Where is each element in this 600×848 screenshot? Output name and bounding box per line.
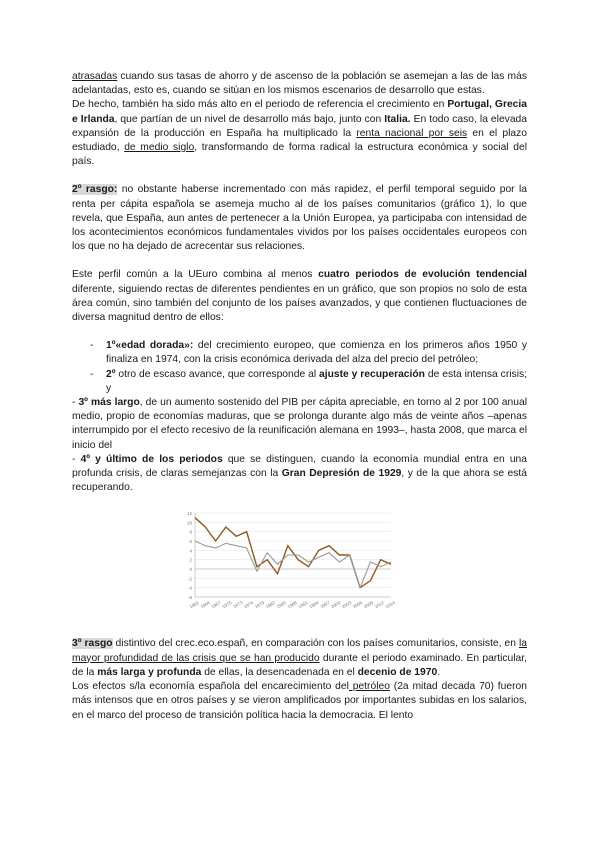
underlined-profundidad: la mayor profundidad de las crisis que se han producido <box>72 638 528 664</box>
gdp-growth-chart <box>179 503 401 615</box>
x-tick-label: 1997 <box>319 600 331 610</box>
chart-canvas <box>179 503 401 615</box>
underlined-petroleo: petróleo <box>348 681 390 693</box>
y-tick-label: 8 <box>189 530 192 536</box>
x-tick-label: 1967 <box>210 600 222 610</box>
series-line-ue <box>195 541 391 588</box>
y-tick-label: 0 <box>189 567 192 573</box>
y-tick-label: -6 <box>187 595 192 601</box>
x-tick-label: 1973 <box>232 600 244 610</box>
bold-italia: Italia. <box>384 113 411 125</box>
series-line-españa <box>195 518 391 588</box>
paragraph-rasgo-2: 2º rasgo: no obstante haberse incrementado con más rapidez, el perfil temporal seguido por la renta per cápita española se asemeja mucho al de los países comunitarios (gráfico 1), lo que revela, que España, aun antes de pertenecer a la Unión Europea, ya participaba con intensidad de los acontecimientos económicos fundamentales vividos por los países occidentales europeos con los que no ha dejado de acrecentar sus relaciones. <box>72 184 528 253</box>
x-tick-label: 1961 <box>188 600 200 610</box>
x-tick-label: 1985 <box>275 600 287 610</box>
paragraph-rasgo-3: 3º rasgo distintivo del crec.eco.españ, en comparación con los países comunitarios, consiste, en la mayor profundidad de las crisis que se han producido durante el periodo examinado. En particular, de la más larga y profunda de ellas, la desencadenada en el decenio de 1970. <box>72 638 528 678</box>
x-tick-label: 2003 <box>341 600 353 610</box>
y-tick-label: 2 <box>189 558 192 564</box>
x-tick-label: 1979 <box>253 600 266 610</box>
bold-periodos: cuatro periodos de evolución tendencial <box>318 269 527 281</box>
x-tick-label: 1991 <box>297 600 309 610</box>
paragraph-petroleo: Los efectos s/la economía española del encarecimiento del petróleo (2a mitad decada 70) fueron más intensos que en otros países y se vieron amplificados por importantes subidas en los salarios, en el marco del proceso de transición política hacia la democracia. El lento <box>72 681 527 721</box>
x-tick-label: 1976 <box>243 600 255 610</box>
y-tick-label: 10 <box>186 520 192 526</box>
y-tick-label: 6 <box>189 539 192 545</box>
paragraph-period-4: - 4º y último de los periodos que se distinguen, cuando la economía mundial entra en una profunda crisis, de claras semejanzas con la Gran Depresión de 1929, y de la que ahora se está recuperando. <box>72 453 527 494</box>
period-list <box>72 339 527 396</box>
paragraph-period-3: - 3º más largo, de un aumento sostenido del PIB per cápita apreciable, en torno al 2 por 100 anual medio, propio de economías maduras, que se prolonga durante algo más de veinte años –apenas interrumpido por el efecto recesivo de la reunificación alemana en 1993–, hasta 2008, que marca el inicio del <box>72 397 527 451</box>
x-tick-label: 1970 <box>221 600 233 610</box>
heading-rasgo-3: 3º rasgo <box>72 638 113 650</box>
y-tick-label: 12 <box>186 511 192 517</box>
x-tick-label: 2000 <box>330 600 342 610</box>
x-tick-label: 2014 <box>384 600 396 610</box>
underlined-medio-siglo: de medio siglo <box>124 142 195 154</box>
y-tick-label: -4 <box>187 586 192 592</box>
x-tick-label: 2012 <box>373 600 385 610</box>
x-tick-label: 1994 <box>308 600 320 610</box>
document-page <box>72 70 527 723</box>
underlined-term: atrasadas <box>72 71 118 82</box>
paragraph-perfil: Este perfil común a la UEuro combina al menos cuatro periodos de evolución tendencial diferente, siguiendo rectas de diferentes pendientes en un gráfico, que son propios no solo de esta área común, sino también del conjunto de los países avanzados, y que contienen fluctuaciones de diversa magnitud dentro de ellos: <box>72 269 527 324</box>
list-item: - 2º otro de escaso avance, que corresponde al ajuste y recuperación de esta intensa crisis; y <box>90 368 527 394</box>
x-tick-label: 1964 <box>199 600 211 610</box>
x-tick-label: 2009 <box>362 600 375 610</box>
x-tick-label: 1988 <box>286 600 298 610</box>
x-tick-label: 2006 <box>351 600 364 610</box>
x-tick-label: 1982 <box>264 600 277 610</box>
y-tick-label: 4 <box>189 548 192 554</box>
list-item: - 1º«edad dorada»: del crecimiento europeo, que comienza en los primeros años 1950 y finaliza en 1974, con la crisis económica derivada del alza del precio del petróleo; <box>90 340 527 366</box>
underlined-renta: renta nacional por seis <box>356 127 468 139</box>
bold-countries: Portugal, Grecia e Irlanda <box>72 99 527 125</box>
bold-decenio: decenio de 1970 <box>357 666 438 678</box>
paragraph-growth: De hecho, también ha sido más alto en el periodo de referencia el crecimiento en Portugal, Grecia e Irlanda, que partían de un nivel de desarrollo más bajo, junto con Italia. En todo caso, la elevada expansión de la producción en España ha multiplicado la renta nacional por seis en el plazo estudiado, de medio siglo, transformando de forma radical la estructura económica y social del país. <box>72 99 528 168</box>
heading-rasgo-2: 2º rasgo: <box>72 184 118 196</box>
paragraph-intro-end: atrasadas cuando sus tasas de ahorro y de ascenso de la población se asemejan a las de las más adelantadas, esto es, cuando se sitúan en los mismos escenarios de desarrollo que estas. <box>72 71 527 97</box>
y-tick-label: -2 <box>187 576 192 582</box>
